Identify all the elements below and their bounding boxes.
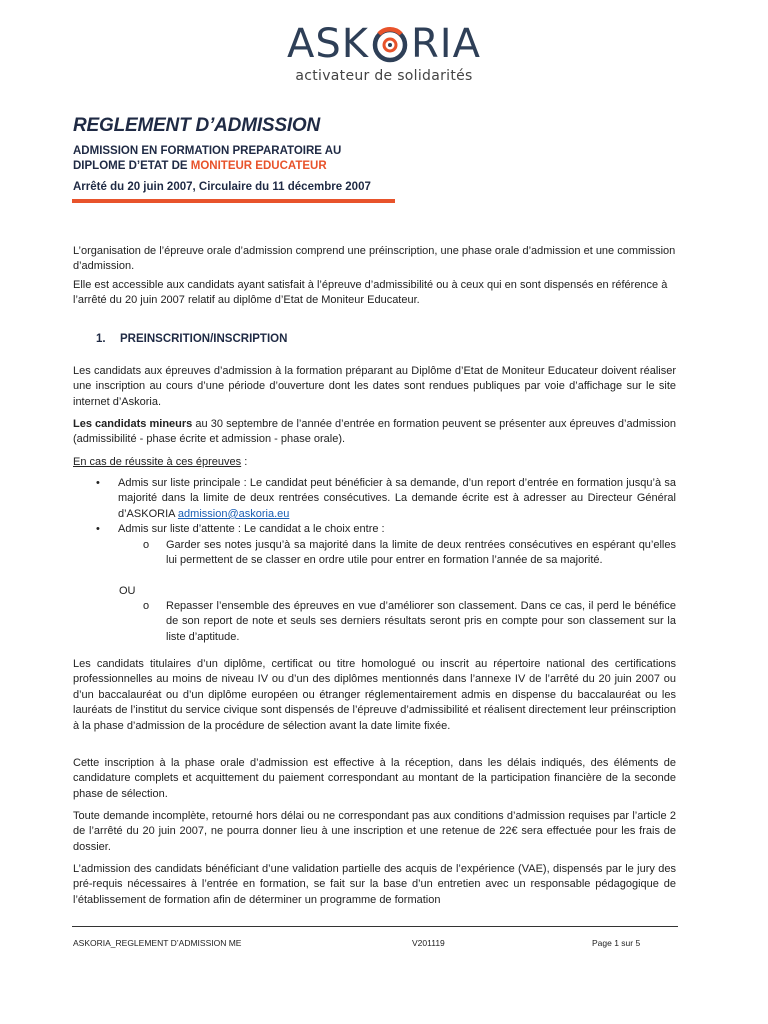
bullet-icon: • bbox=[96, 523, 100, 536]
document-subtitle bbox=[73, 144, 341, 174]
section1-paragraph-vae: L’admission des candidats bénéficiant d’une validation partielle des acquis de l’expérience (VAE), dispensés par le jury des pré-requis nécessaires à l’entrée en formation, se fait sur la base d’un entretien avec un responsable pédagogique de l’établissement de formation afin de déterminer un programme de formation bbox=[73, 863, 676, 906]
success-label-suffix: : bbox=[241, 456, 248, 468]
subtitle-line1: ADMISSION EN FORMATION PREPARATOIRE AU bbox=[73, 145, 342, 157]
section1-paragraph-minors bbox=[73, 417, 676, 448]
sub-list-option-1 bbox=[143, 538, 676, 569]
section-title-text: PREINSCRITION/INSCRIPTION bbox=[120, 333, 288, 345]
sub-list-option-2 bbox=[143, 599, 676, 645]
section-number: 1. bbox=[96, 333, 106, 345]
subtitle-line2-prefix: DIPLOME D’ETAT DE bbox=[73, 160, 191, 172]
bullet-1-text: Admis sur liste principale : Le candidat peut bénéficier à sa demande, d’un report d’entrée en formation jusqu’à sa majorité dans la limite de deux rentrées consécutives. La demande écrite est à adresser au Directeur Général d’ASKORIA bbox=[118, 477, 676, 520]
bullet-icon: • bbox=[96, 477, 100, 489]
logo-o-icon bbox=[370, 24, 410, 64]
footer-divider bbox=[72, 926, 678, 927]
section-1-heading bbox=[96, 333, 287, 345]
intro-paragraph-2: Elle est accessible aux candidats ayant satisfait à l’épreuve d’admissibilité ou à ceux qui en sont dispensés en référence à l’arrêté du 20 juin 2007 relatif au diplôme d’Etat de Moniteur Educateur. bbox=[73, 279, 668, 307]
bullet-2-text: Admis sur liste d’attente : Le candidat a le choix entre : bbox=[118, 523, 385, 536]
success-label-text: En cas de réussite à ces épreuves bbox=[73, 456, 242, 468]
sub-bullet-icon: o bbox=[143, 539, 150, 551]
list-item bbox=[143, 599, 676, 645]
subtitle-accent: MONITEUR EDUCATEUR bbox=[190, 160, 327, 172]
minors-strong: Les candidats mineurs bbox=[73, 418, 193, 430]
list-item bbox=[96, 476, 676, 522]
section1-paragraph-registration: Cette inscription à la phase orale d’admission est effective à la réception, dans les délais indiqués, des éléments de candidature complets et acquittement du paiement correspondant au montant de la participation financière de la seconde phase de sélection. bbox=[73, 757, 676, 800]
intro-paragraph-1: L’organisation de l’épreuve orale d’admission comprend une préinscription, une phase orale d’admission et une commission d’admission. bbox=[73, 245, 676, 273]
list-item bbox=[96, 522, 676, 537]
sub-bullet-icon: o bbox=[143, 600, 150, 612]
sub-2-text: Repasser l’ensemble des épreuves en vue d’améliorer son classement. Dans ce cas, il perd le bénéfice de son report de note et seuls ses derniers résultats seront pris en compte pour son classement sur la liste d’aptitude. bbox=[166, 600, 676, 643]
logo-left: ASK bbox=[287, 21, 370, 67]
admission-bullet-list bbox=[96, 476, 676, 538]
footer-version: V201119 bbox=[412, 938, 445, 948]
sub-1-text: Garder ses notes jusqu’à sa majorité dans la limite de deux rentrées consécutives en espérant qu’elles lui permettent de se classer en ordre utile pour entrer en formation l’année de sa majorité. bbox=[166, 539, 676, 567]
decree-reference: Arrêté du 20 juin 2007, Circulaire du 11 décembre 2007 bbox=[73, 181, 371, 193]
logo-right: RIA bbox=[411, 21, 481, 67]
title-underline-rule bbox=[72, 199, 395, 203]
footer-document-name: ASKORIA_REGLEMENT D’ADMISSION ME bbox=[73, 938, 242, 948]
askoria-logo bbox=[0, 22, 768, 84]
footer-page-number: Page 1 sur 5 bbox=[592, 938, 641, 948]
section1-paragraph-incomplete: Toute demande incomplète, retourné hors délai ou ne correspondant pas aux conditions d’admission requises par l’article 2 de l’arrêté du 20 juin 2007, ne pourra donner lieu à une inscription et une retenue de 22€ sera effectuée pour les frais de dossier. bbox=[73, 810, 676, 853]
list-item bbox=[143, 538, 676, 569]
admission-email-link[interactable]: admission@askoria.eu bbox=[177, 507, 290, 520]
logo-tagline: activateur de solidarités bbox=[295, 68, 473, 84]
minors-rest: au 30 septembre de l’année d’entrée en formation peuvent se présenter aux épreuves d’admission (admissibilité - phase écrite et admission - phase orale). bbox=[73, 418, 676, 446]
success-label bbox=[73, 455, 676, 470]
or-separator: OU bbox=[119, 585, 136, 597]
subtitle-line2 bbox=[73, 159, 341, 174]
document-title: REGLEMENT D’ADMISSION bbox=[73, 115, 321, 136]
logo-wordmark bbox=[287, 22, 481, 66]
section1-paragraph-exemptions: Les candidats titulaires d’un diplôme, certificat ou titre homologué ou inscrit au répertoire national des certifications professionnelles au moins de niveau IV ou d’un des diplômes mentionnés dans l’annexe IV de l’arrêté du 20 juin 2007 ou d’un baccalauréat ou d’un diplôme européen ou étranger réglementairement admis en dispense du baccalauréat ou les lauréats de l’institut du service civique sont dispensés de l’épreuve d’admissibilité et réalisent directement leur préinscription à la phase d’admission de la procédure de sélection avant la date limite fixée. bbox=[73, 658, 676, 732]
section1-paragraph-1: Les candidats aux épreuves d’admission à la formation préparant au Diplôme d’Etat de Moniteur Educateur doivent réaliser une inscription au cours d’une période d’ouverture dont les dates sont rendues publiques par voie d’affichage sur le site internet d’Askoria. bbox=[73, 365, 676, 408]
